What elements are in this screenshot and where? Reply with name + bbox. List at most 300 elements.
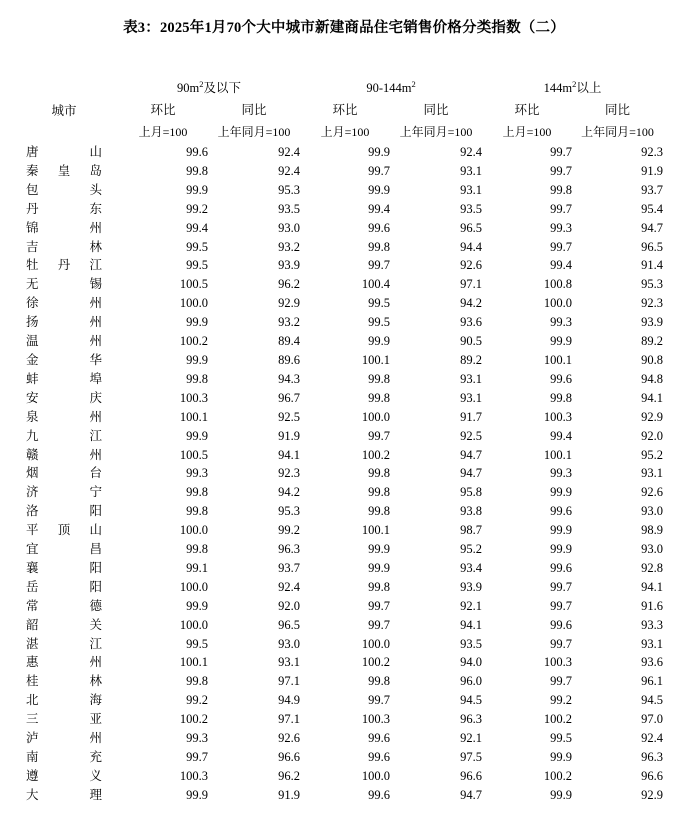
index-value-cell: 99.7 [368,693,390,708]
index-value-cell: 91.9 [278,787,300,802]
index-value-cell: 92.8 [641,560,664,575]
city-name-cell [10,578,118,597]
index-value-cell: 99.4 [368,201,390,216]
index-value-cell: 100.0 [179,296,208,311]
index-value-cell: 95.3 [278,504,300,519]
city-name-cell [10,748,118,767]
city-name-cell [10,256,118,275]
index-value-cell: 91.7 [460,409,483,424]
index-value-cell: 93.9 [278,258,300,273]
index-value-cell: 99.8 [368,466,390,481]
city-label: 岳阳 [26,579,102,594]
index-value-cell: 91.9 [641,163,664,178]
table-row [10,767,663,786]
index-value-cell: 93.1 [278,655,300,670]
sup-square-1: 2 [199,78,204,89]
index-value-cell: 94.1 [641,579,664,594]
index-value-cell: 96.6 [278,750,300,764]
index-value-cell: 100.2 [361,655,390,670]
city-name-cell [10,767,118,786]
city-label: 韶关 [26,617,102,632]
page-title: 表3：2025年1月70个大中城市新建商品住宅销售价格分类指数（二） [123,20,565,36]
index-value-cell: 99.4 [186,220,208,235]
index-value-cell: 92.4 [460,145,483,159]
index-value-cell: 96.5 [641,239,664,254]
index-value-cell: 99.8 [368,485,390,500]
city-name-cell [10,483,118,502]
city-label: 泸州 [26,731,102,746]
index-value-cell: 99.5 [368,315,390,330]
index-value-cell: 99.4 [550,428,573,443]
index-value-cell: 99.5 [368,296,390,311]
index-value-cell: 99.8 [186,504,208,519]
index-value-cell: 99.9 [550,523,573,538]
city-column-header: 城市 [51,104,77,118]
table-row [10,351,663,370]
index-value-cell: 93.7 [641,182,664,197]
index-value-cell: 100.3 [543,409,573,424]
index-value-cell: 93.8 [460,504,483,519]
index-value-cell: 92.9 [641,787,664,802]
index-value-cell: 100.2 [543,712,573,727]
city-label: 大理 [26,787,102,802]
city-name-cell [10,653,118,672]
city-label: 安庆 [26,390,102,405]
table-row [10,710,663,729]
table-row [10,502,663,521]
subheader-mom-1: 环比 [150,103,176,117]
index-value-cell: 94.7 [460,447,483,462]
index-value-cell: 92.3 [278,466,300,481]
index-value-cell: 92.9 [641,409,664,424]
index-value-cell: 99.6 [550,504,573,519]
index-value-cell: 99.2 [186,201,208,216]
index-value-cell: 94.2 [278,485,300,500]
city-label: 烟台 [26,466,102,481]
city-label: 宜昌 [26,542,102,557]
index-value-cell: 97.1 [460,277,483,292]
table-row [10,275,663,294]
index-value-cell: 100.0 [361,768,390,783]
index-value-cell: 94.7 [460,787,483,802]
index-value-cell: 99.2 [550,693,573,708]
index-value-cell: 98.7 [460,523,483,538]
index-value-cell: 99.9 [368,542,390,557]
index-value-cell: 99.8 [186,371,208,386]
index-value-cell: 99.9 [186,428,208,443]
index-value-cell: 99.3 [550,220,573,235]
group-header-90-144: $90-144m^2$ [366,78,416,95]
city-label: 牡丹江 [26,258,102,273]
index-value-cell: 100.8 [543,277,573,292]
index-value-cell: 100.2 [361,447,390,462]
index-value-cell: 91.9 [278,428,300,443]
table-row [10,559,663,578]
city-name-cell [10,502,118,521]
index-value-cell: 97.0 [641,712,664,727]
index-value-cell: 100.0 [361,636,390,651]
table-row [10,200,663,219]
index-value-cell: 93.0 [641,542,664,557]
index-value-cell: 99.7 [368,163,390,178]
index-value-cell: 99.7 [550,636,573,651]
city-name-cell [10,559,118,578]
city-label: 吉林 [26,239,102,254]
index-value-cell: 93.9 [641,315,664,330]
index-value-cell: 99.9 [550,485,573,500]
index-value-cell: 92.3 [641,145,664,159]
index-value-cell: 94.7 [460,466,483,481]
index-value-cell: 100.0 [543,296,573,311]
index-value-cell: 97.1 [278,712,300,727]
index-value-cell: 92.0 [641,428,664,443]
index-value-cell: 94.5 [641,693,664,708]
index-value-cell: 94.7 [641,220,664,235]
table-row [10,653,663,672]
baseheader-prevyear-3: 上年同月=100 [581,125,654,139]
index-value-cell: 97.5 [460,750,483,764]
index-value-cell: 99.8 [550,182,573,197]
index-value-cell: 99.8 [186,542,208,557]
table-body [10,143,663,805]
index-value-cell: 99.8 [550,390,573,405]
index-value-cell: 93.1 [460,163,483,178]
index-value-cell: 99.6 [368,731,390,746]
index-table [10,77,663,805]
table-row [10,578,663,597]
index-value-cell: 99.7 [550,239,573,254]
city-name-cell [10,332,118,351]
table-head [10,77,663,143]
index-value-cell: 95.2 [641,447,664,462]
index-value-cell: 93.1 [460,182,483,197]
index-value-cell: 99.3 [550,315,573,330]
index-value-cell: 99.8 [368,504,390,519]
index-value-cell: 100.0 [179,523,208,538]
table-row [10,729,663,748]
index-value-cell: 99.9 [550,787,573,802]
index-value-cell: 99.7 [550,163,573,178]
city-label: 南充 [26,750,102,764]
index-value-cell: 100.1 [361,352,390,367]
table-row [10,408,663,427]
index-value-cell: 97.1 [278,674,300,689]
index-value-cell: 92.4 [278,145,300,159]
city-name-cell [10,672,118,691]
city-name-cell [10,181,118,200]
city-name-cell [10,275,118,294]
table-row [10,521,663,540]
city-name-cell [10,710,118,729]
index-value-cell: 92.4 [278,579,300,594]
index-value-cell: 96.7 [278,390,300,405]
index-value-cell: 99.7 [368,617,390,632]
index-value-cell: 96.2 [278,768,300,783]
table-row [10,427,663,446]
city-label: 金华 [26,352,102,367]
header-row-groups [10,77,663,99]
index-value-cell: 99.8 [186,485,208,500]
subheader-yoy-1: 同比 [241,103,267,117]
index-value-cell: 99.8 [368,674,390,689]
index-value-cell: 99.3 [186,466,208,481]
table-row [10,162,663,181]
city-label: 桂林 [26,674,102,689]
index-value-cell: 94.4 [460,239,483,254]
index-value-cell: 99.7 [186,750,208,764]
index-value-cell: 95.3 [641,277,664,292]
city-label: 三亚 [26,712,102,727]
city-label: 湛江 [26,636,102,651]
city-name-cell [10,616,118,635]
index-value-cell: 99.6 [368,220,390,235]
city-label: 平顶山 [26,523,102,538]
index-value-cell: 95.8 [460,485,483,500]
city-name-cell [10,162,118,181]
index-value-cell: 94.5 [460,693,483,708]
table-row [10,597,663,616]
index-value-cell: 93.3 [641,617,664,632]
index-value-cell: 99.8 [368,371,390,386]
table-row [10,540,663,559]
index-value-cell: 95.2 [460,542,483,557]
index-value-cell: 99.9 [186,182,208,197]
group-header-90-and-below: $90m^2$及以下 [177,78,241,95]
city-label: 惠州 [26,655,102,670]
index-value-cell: 99.9 [186,787,208,802]
index-value-cell: 100.2 [543,768,573,783]
index-value-cell: 93.2 [278,315,300,330]
subheader-mom-2: 环比 [332,103,358,117]
index-value-cell: 92.5 [278,409,300,424]
index-value-cell: 93.0 [641,504,664,519]
index-value-cell: 93.1 [460,371,483,386]
city-label: 秦皇岛 [26,163,102,178]
index-value-cell: 100.3 [361,712,390,727]
index-value-cell: 99.3 [186,731,208,746]
subheader-yoy-3: 同比 [605,103,631,117]
index-value-cell: 99.9 [368,145,390,159]
index-value-cell: 100.1 [543,352,573,367]
index-value-cell: 92.1 [460,598,483,613]
city-label: 襄阳 [26,560,102,575]
index-value-cell: 100.5 [179,447,208,462]
index-value-cell: 100.2 [179,334,208,349]
index-value-cell: 92.5 [460,428,483,443]
index-value-cell: 99.8 [368,579,390,594]
index-value-cell: 93.5 [460,636,483,651]
index-value-cell: 100.1 [179,409,208,424]
baseheader-prevmonth-1: 上月=100 [138,125,188,139]
index-value-cell: 99.5 [186,258,208,273]
baseheader-prevyear-2: 上年同月=100 [399,125,473,139]
index-value-cell: 100.3 [179,390,208,405]
index-value-cell: 89.2 [460,352,483,367]
table-row [10,464,663,483]
index-value-cell: 99.6 [550,617,573,632]
index-value-cell: 96.5 [278,617,300,632]
index-value-cell: 93.4 [460,560,483,575]
index-value-cell: 99.7 [550,598,573,613]
index-value-cell: 99.6 [550,560,573,575]
index-value-cell: 99.9 [186,598,208,613]
city-name-cell [10,219,118,238]
table-row [10,370,663,389]
index-value-cell: 100.3 [543,655,573,670]
index-value-cell: 92.1 [460,731,483,746]
index-value-cell: 93.5 [278,201,300,216]
index-value-cell: 93.5 [460,201,483,216]
index-value-cell: 94.1 [641,390,664,405]
index-value-cell: 100.0 [179,579,208,594]
city-name-cell [10,540,118,559]
index-value-cell: 91.4 [641,258,664,273]
index-value-cell: 93.1 [641,466,664,481]
index-value-cell: 99.5 [186,239,208,254]
index-value-cell: 92.0 [278,598,300,613]
index-value-cell: 93.1 [641,636,664,651]
city-label: 温州 [26,334,102,349]
index-value-cell: 94.3 [278,371,300,386]
index-value-cell: 99.9 [186,315,208,330]
table-row [10,483,663,502]
index-value-cell: 100.4 [361,277,390,292]
city-name-cell [10,294,118,313]
table-row [10,691,663,710]
index-value-cell: 100.5 [179,277,208,292]
index-value-cell: 99.9 [368,182,390,197]
city-label: 包头 [26,182,102,197]
city-name-cell [10,143,118,162]
index-value-cell: 92.6 [460,258,483,273]
index-value-cell: 94.1 [460,617,483,632]
table-row [10,635,663,654]
city-name-cell [10,597,118,616]
index-value-cell: 99.2 [186,693,208,708]
city-label: 济宁 [26,485,102,500]
index-value-cell: 99.8 [186,163,208,178]
index-value-cell: 95.4 [641,201,664,216]
index-value-cell: 99.7 [550,145,573,159]
index-value-cell: 99.6 [368,787,390,802]
index-value-cell: 100.3 [179,768,208,783]
city-label: 锦州 [26,220,102,235]
baseheader-prevmonth-3: 上月=100 [502,125,552,139]
index-value-cell: 100.1 [543,447,573,462]
index-value-cell: 100.1 [179,655,208,670]
index-value-cell: 93.6 [460,315,483,330]
index-value-cell: 99.6 [368,750,390,764]
city-label: 唐山 [26,145,102,159]
index-value-cell: 99.7 [368,428,390,443]
index-value-cell: 100.2 [179,712,208,727]
table-row [10,616,663,635]
city-label: 遵义 [26,768,102,783]
table-row [10,786,663,805]
table-row [10,143,663,162]
index-value-cell: 93.7 [278,560,300,575]
index-value-cell: 92.3 [641,296,664,311]
city-name-cell [10,389,118,408]
index-value-cell: 94.2 [460,296,483,311]
city-name-cell [10,408,118,427]
table-row [10,446,663,465]
city-label: 丹东 [26,201,102,216]
index-table-container [10,77,663,805]
index-value-cell: 93.0 [278,220,300,235]
index-value-cell: 96.3 [460,712,483,727]
index-value-cell: 99.5 [186,636,208,651]
index-value-cell: 99.1 [186,560,208,575]
city-label: 常德 [26,598,102,613]
subheader-yoy-2: 同比 [423,103,449,117]
index-value-cell: 92.6 [278,731,300,746]
city-label: 蚌埠 [26,371,102,386]
index-value-cell: 99.8 [368,239,390,254]
city-label: 徐州 [26,296,102,311]
city-name-cell [10,521,118,540]
index-value-cell: 96.6 [460,768,483,783]
city-name-cell [10,464,118,483]
index-value-cell: 99.3 [550,466,573,481]
city-name-cell [10,427,118,446]
table-row [10,332,663,351]
index-value-cell: 99.7 [368,598,390,613]
city-name-cell [10,691,118,710]
table-row [10,219,663,238]
index-value-cell: 94.1 [278,447,300,462]
index-value-cell: 99.7 [550,579,573,594]
table-row [10,748,663,767]
baseheader-prevmonth-2: 上月=100 [320,125,370,139]
index-value-cell: 99.5 [550,731,573,746]
city-label: 赣州 [26,447,102,462]
index-value-cell: 90.5 [460,334,483,349]
index-value-cell: 99.9 [186,352,208,367]
group-header-144-and-above: $144m^2$以上 [543,78,602,95]
index-value-cell: 90.8 [641,352,664,367]
index-value-cell: 96.5 [460,220,483,235]
city-label: 洛阳 [26,504,102,519]
index-value-cell: 99.8 [368,390,390,405]
index-value-cell: 99.9 [368,334,390,349]
table-row [10,389,663,408]
index-value-cell: 99.7 [550,201,573,216]
index-value-cell: 99.8 [186,674,208,689]
index-value-cell: 93.6 [641,655,664,670]
index-value-cell: 92.4 [641,731,664,746]
index-value-cell: 91.6 [641,598,664,613]
city-name-cell [10,370,118,389]
city-label: 泉州 [26,409,102,424]
index-value-cell: 96.3 [641,750,664,764]
index-value-cell: 99.2 [278,523,300,538]
index-value-cell: 96.2 [278,277,300,292]
index-value-cell: 99.6 [550,371,573,386]
table-row [10,181,663,200]
index-value-cell: 100.0 [361,409,390,424]
table-row [10,672,663,691]
index-value-cell: 89.2 [641,334,664,349]
index-value-cell: 89.4 [278,334,300,349]
table-row [10,313,663,332]
index-value-cell: 100.0 [179,617,208,632]
index-value-cell: 96.0 [460,674,483,689]
subheader-mom-3: 环比 [514,103,540,117]
index-value-cell: 99.6 [186,145,208,159]
city-name-cell [10,786,118,805]
baseheader-prevyear-1: 上年同月=100 [217,125,291,139]
